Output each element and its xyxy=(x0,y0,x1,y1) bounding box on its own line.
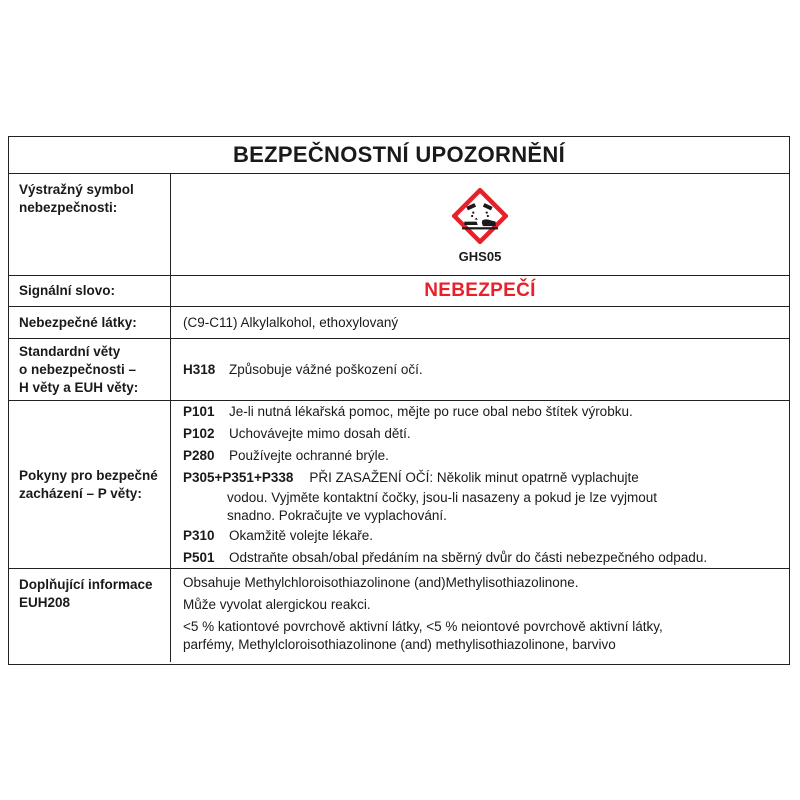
p-statement xyxy=(183,469,777,487)
row-p-statements xyxy=(9,401,789,569)
hazard-symbol-cell xyxy=(171,174,789,275)
statement-text: Okamžitě volejte lékaře. xyxy=(229,527,374,543)
statement-text: Uchovávejte mimo dosah dětí. xyxy=(229,425,411,441)
p-statement xyxy=(183,403,777,421)
supplementary-info-label: Doplňující informace EUH208 xyxy=(9,569,171,662)
p-statement xyxy=(183,447,777,465)
row-hazard-symbol xyxy=(9,174,789,276)
p-statement xyxy=(183,425,777,443)
statement-text: Odstraňte obsah/obal předáním na sběrný dvůr do části nebezpečného odpadu. xyxy=(229,549,708,565)
statement-code: P102 xyxy=(183,425,215,441)
hazardous-substances-value: (C9-C11) Alkylalkohol, ethoxylovaný xyxy=(183,314,399,330)
h-statements-cell xyxy=(171,339,789,400)
hazardous-substances-label: Nebezpečné látky: xyxy=(9,307,171,338)
supplementary-text: <5 % kationtové povrchově aktivní látky, <5 % neiontové povrchově aktivní látky, xyxy=(183,619,663,634)
hazard-symbol-label: Výstražný symbol nebezpečnosti: xyxy=(9,174,171,275)
p-statement xyxy=(183,549,777,567)
p-statements-cell xyxy=(171,401,789,568)
statement-continuation: vodou. Vyjměte kontaktní čočky, jsou-li nasazeny a pokud je lze vyjmout xyxy=(227,489,657,505)
h-statement xyxy=(183,361,777,379)
statement-text: Způsobuje vážné poškození očí. xyxy=(229,361,423,377)
signal-word-label: Signální slovo: xyxy=(9,276,171,306)
statement-code: P101 xyxy=(183,403,215,419)
ghs-code: GHS05 xyxy=(458,248,502,264)
h-statements-label: Standardní věty o nebezpečnosti – H věty a EUH věty: xyxy=(9,339,171,400)
statement-code: P501 xyxy=(183,549,215,565)
row-supplementary-info xyxy=(9,569,789,662)
row-h-statements xyxy=(9,339,789,401)
supplementary-text: Obsahuje Methylchloroisothiazolinone (and)Methylisothiazolinone. xyxy=(183,575,579,590)
p-statements-label: Pokyny pro bezpečné zacházení – P věty: xyxy=(9,401,171,568)
row-hazardous-substances xyxy=(9,307,789,339)
supplementary-text: parfémy, Methylcloroisothiazolinone (and) methylisothiazolinone, barvivo xyxy=(183,637,616,652)
page-title: BEZPEČNOSTNÍ UPOZORNĚNÍ xyxy=(9,137,789,174)
supplementary-text: Může vyvolat alergickou reakci. xyxy=(183,597,371,612)
statement-code: P280 xyxy=(183,447,215,463)
statement-code: H318 xyxy=(183,361,216,377)
signal-word: NEBEZPEČÍ xyxy=(424,280,536,301)
corrosion-pictogram-icon xyxy=(452,188,508,244)
statement-continuation: snadno. Pokračujte ve vyplachování. xyxy=(227,507,447,523)
statement-text: Je-li nutná lékařská pomoc, mějte po ruce obal nebo štítek výrobku. xyxy=(229,403,633,419)
statement-code: P310 xyxy=(183,527,215,543)
statement-code: P305+P351+P338 xyxy=(183,469,294,485)
statement-text: PŘI ZASAŽENÍ OČÍ: Několik minut opatrně vyplachujte xyxy=(309,469,639,485)
row-signal-word xyxy=(9,276,789,307)
supplementary-info-cell xyxy=(171,569,789,662)
safety-label xyxy=(8,136,790,665)
statement-text: Používejte ochranné brýle. xyxy=(229,447,389,463)
p-statement xyxy=(183,527,777,545)
